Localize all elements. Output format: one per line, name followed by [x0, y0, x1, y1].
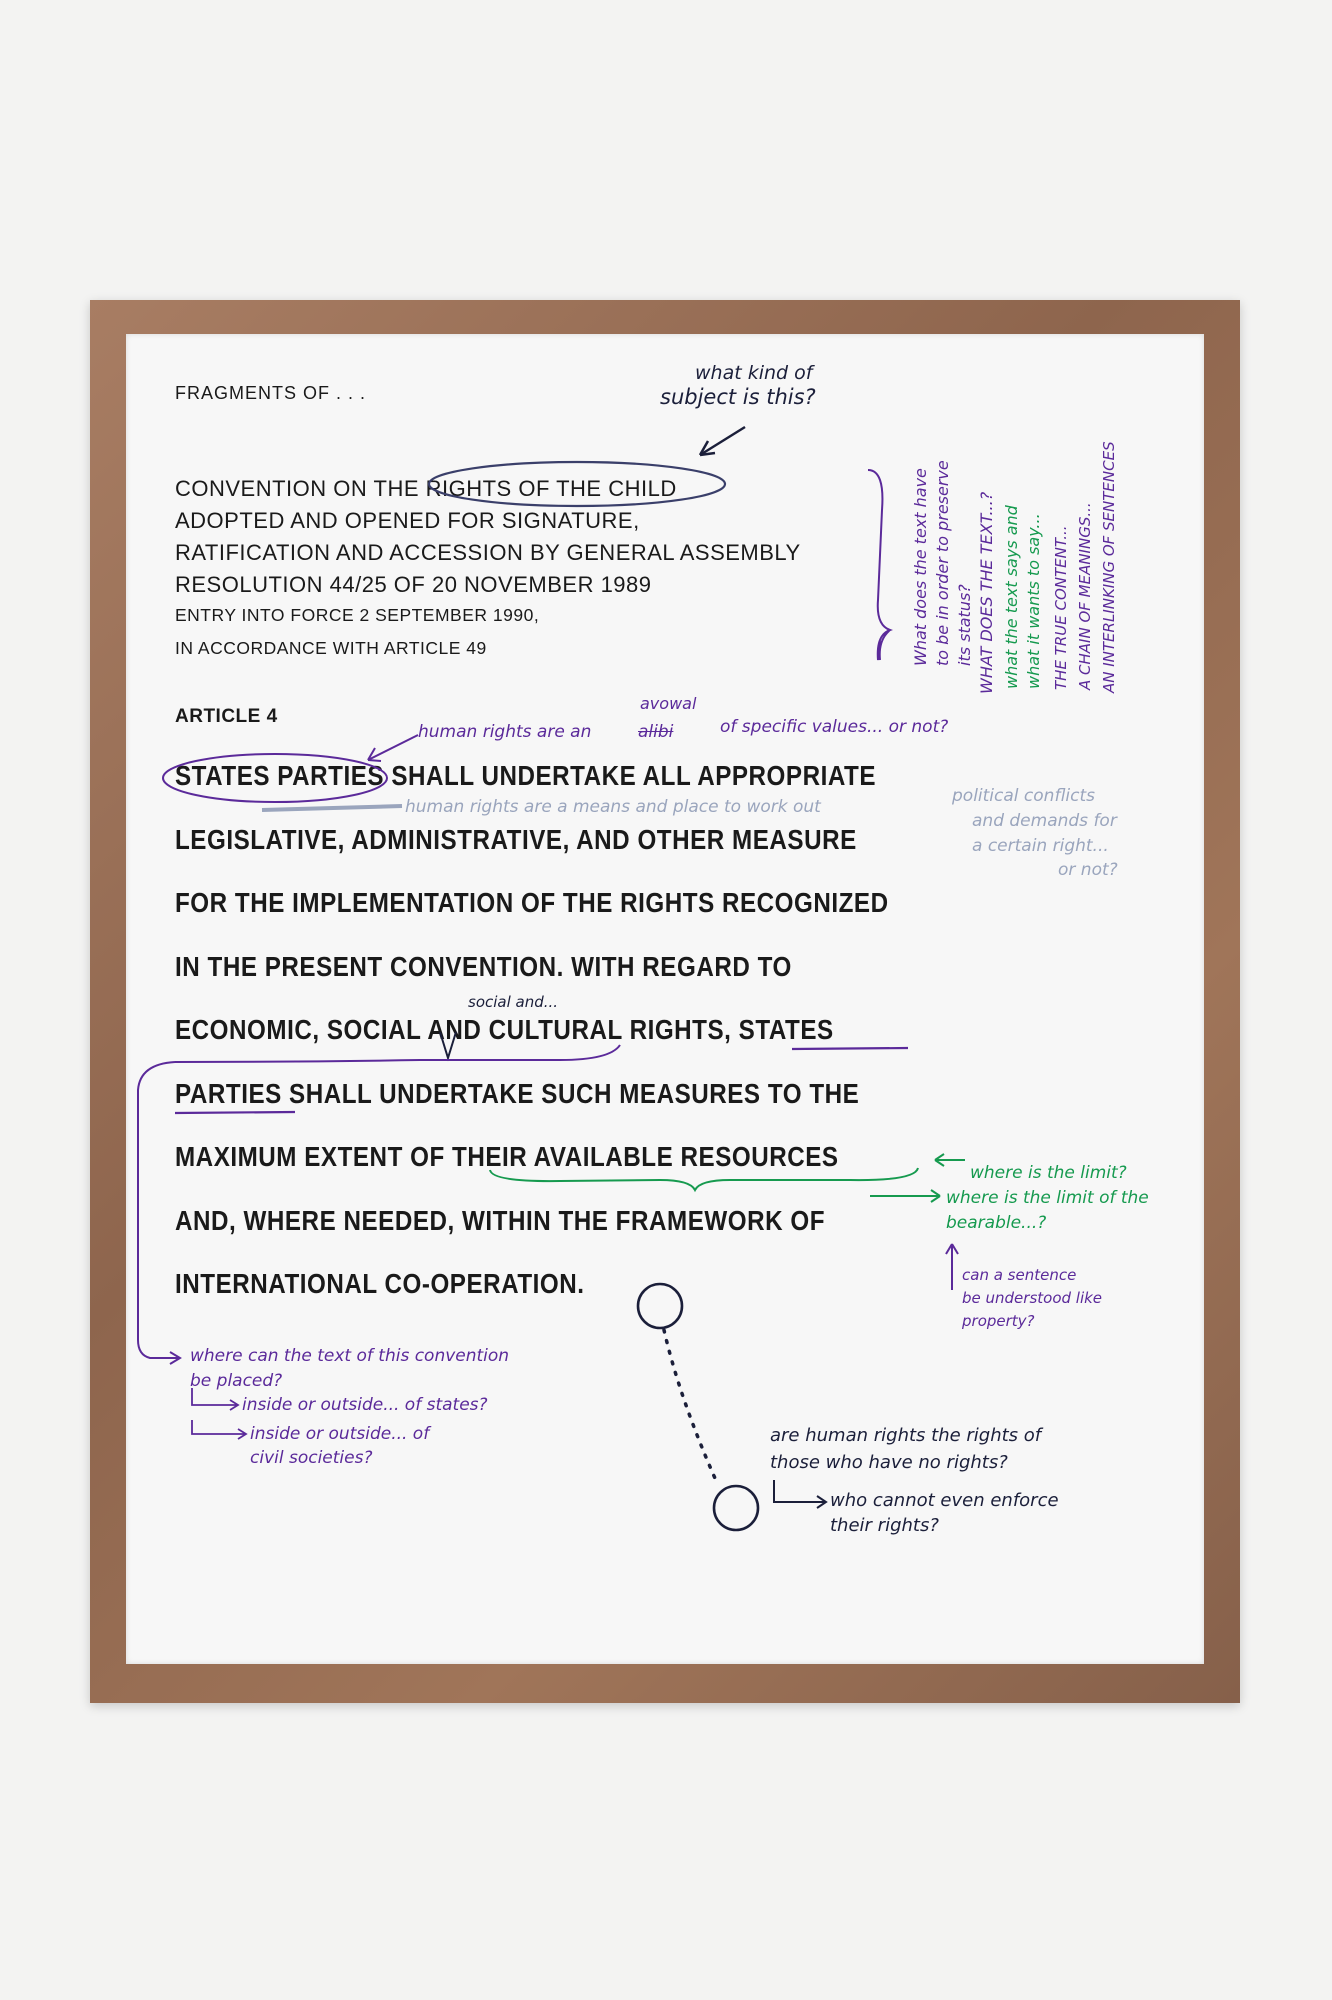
rights-note: those who have no rights?: [770, 1452, 1008, 1473]
fragments-label: FRAGMENTS OF . . .: [175, 383, 367, 403]
green-limit-note: bearable...?: [946, 1213, 1047, 1233]
rights-note: who cannot even enforce: [830, 1490, 1059, 1511]
ellipse-mark: [429, 462, 725, 506]
title-line: ADOPTED AND OPENED FOR SIGNATURE,: [175, 508, 640, 533]
title-line: RESOLUTION 44/25 OF 20 NOVEMBER 1989: [175, 572, 652, 597]
entry-line: IN ACCORDANCE WITH ARTICLE 49: [175, 638, 487, 658]
dotted-line-mark: [664, 1330, 718, 1485]
grey-side-note: political conflicts: [952, 786, 1096, 806]
arrow-mark: [870, 1190, 940, 1202]
vertical-note: A CHAIN OF MEANINGS...: [1076, 502, 1094, 690]
social-and-note: social and...: [468, 993, 559, 1011]
article-heading: ARTICLE 4: [175, 706, 278, 727]
bracket-arrow-mark: [138, 1062, 180, 1364]
arrow-mark: [192, 1420, 246, 1439]
avowal-note: avowal: [640, 694, 697, 713]
placement-note: civil societies?: [250, 1448, 373, 1468]
grey-means-note: human rights are a means and place to work out: [405, 797, 821, 817]
body-line: LEGISLATIVE, ADMINISTRATIVE, AND OTHER MEASURE: [175, 824, 857, 855]
vertical-note: its status?: [955, 584, 974, 666]
circle-mark: [638, 1284, 682, 1328]
vertical-note: WHAT DOES THE TEXT...?: [977, 491, 996, 694]
circle-mark: [714, 1486, 758, 1530]
property-note: property?: [962, 1312, 1035, 1330]
vertical-note: What does the text have: [911, 468, 930, 666]
ellipse-mark: [163, 754, 387, 802]
vertical-note: what the text says and: [1002, 505, 1021, 689]
body-line: AND, WHERE NEEDED, WITHIN THE FRAMEWORK OF: [175, 1205, 826, 1236]
title-line: CONVENTION ON THE RIGHTS OF THE CHILD: [175, 476, 677, 501]
vertical-note: to be in order to preserve: [933, 460, 952, 666]
arrow-mark: [935, 1154, 965, 1166]
placement-note: inside or outside... of: [250, 1424, 430, 1444]
caret-mark: [440, 1032, 456, 1058]
green-limit-note: where is the limit of the: [946, 1188, 1149, 1208]
specific-values-note: of specific values... or not?: [720, 717, 949, 737]
property-note: can a sentence: [962, 1266, 1077, 1284]
what-kind-note-1: what kind of: [695, 362, 813, 384]
underline-mark: [792, 1048, 908, 1049]
arrow-mark: [774, 1480, 826, 1508]
grey-side-note: and demands for: [972, 811, 1117, 831]
body-line: IN THE PRESENT CONVENTION. WITH REGARD TO: [175, 951, 792, 982]
placement-note: inside or outside... of states?: [242, 1395, 488, 1415]
arrow-mark: [946, 1244, 958, 1290]
underline-mark: [175, 1112, 295, 1113]
struck-word: alibi: [638, 722, 674, 742]
body-line: INTERNATIONAL CO-OPERATION.: [175, 1268, 585, 1299]
human-rights-avowal-note: human rights are an: [418, 722, 592, 742]
rights-note: are human rights the rights of: [770, 1425, 1042, 1446]
green-limit-note: where is the limit?: [970, 1163, 1127, 1183]
placement-note: where can the text of this convention: [190, 1346, 510, 1366]
what-kind-note-2: subject is this?: [660, 385, 816, 409]
brace-mark: [490, 1168, 918, 1190]
vertical-note: AN INTERLINKING OF SENTENCES: [1100, 441, 1118, 693]
body-line: PARTIES SHALL UNDERTAKE SUCH MEASURES TO THE: [175, 1078, 860, 1109]
underline-mark: [262, 806, 402, 810]
title-line: RATIFICATION AND ACCESSION BY GENERAL ASSEMBLY: [175, 540, 801, 565]
arrow-mark: [368, 735, 418, 760]
body-line: FOR THE IMPLEMENTATION OF THE RIGHTS RECOGNIZED: [175, 887, 889, 918]
grey-side-note: or not?: [1058, 860, 1118, 880]
entry-line: ENTRY INTO FORCE 2 SEPTEMBER 1990,: [175, 605, 540, 625]
rights-note: their rights?: [830, 1515, 939, 1536]
brace-mark: [868, 470, 890, 660]
arrow-mark: [192, 1388, 238, 1410]
bracket-mark: [175, 1045, 620, 1062]
property-note: be understood like: [962, 1289, 1103, 1307]
placement-note: be placed?: [190, 1371, 283, 1391]
grey-side-note: a certain right...: [972, 836, 1109, 856]
body-line: STATES PARTIES SHALL UNDERTAKE ALL APPROPRIATE: [175, 760, 877, 791]
body-line: MAXIMUM EXTENT OF THEIR AVAILABLE RESOURCES: [175, 1141, 839, 1172]
vertical-note: what it wants to say...: [1024, 513, 1043, 689]
body-line: ECONOMIC, SOCIAL AND CULTURAL RIGHTS, STATES: [175, 1014, 834, 1045]
vertical-note: THE TRUE CONTENT...: [1052, 525, 1070, 690]
